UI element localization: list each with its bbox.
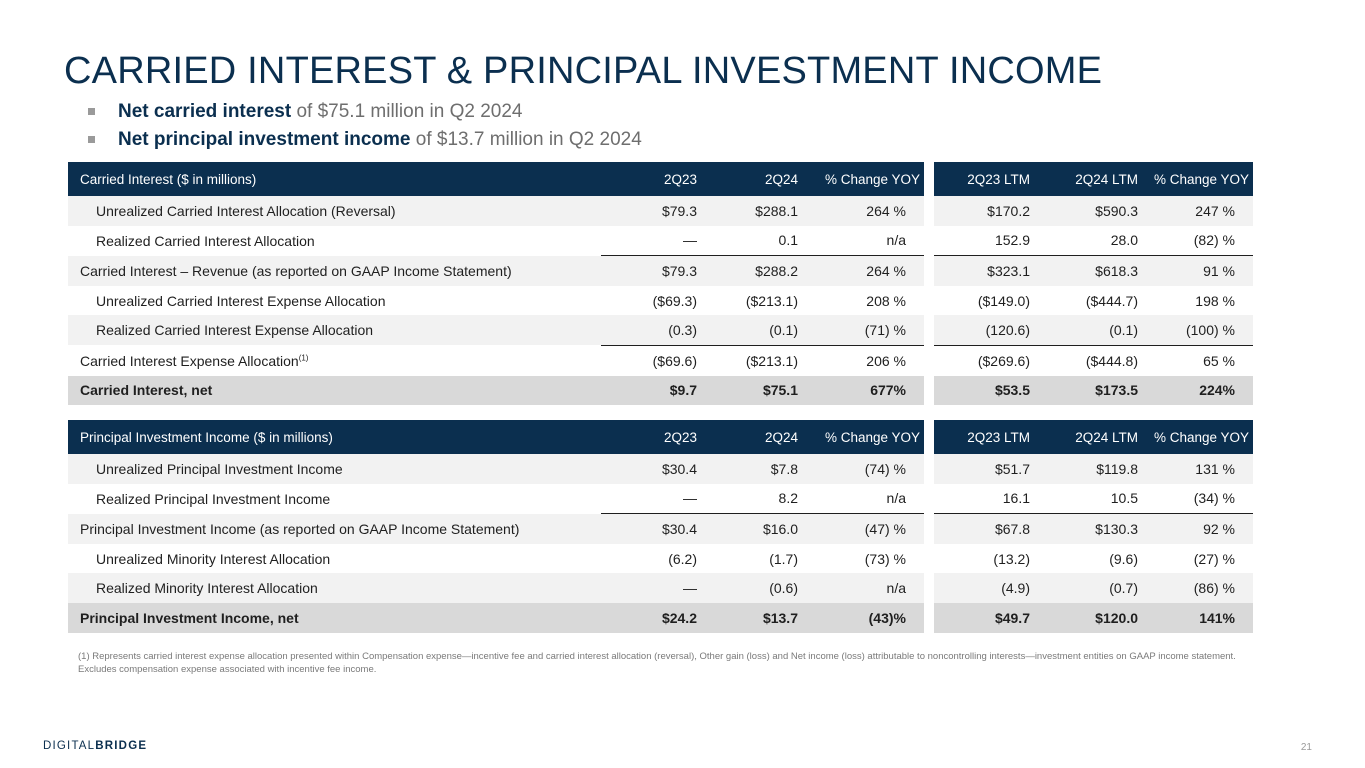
table-row-subtotal — [68, 345, 1253, 375]
cell-2q23: (0.3) — [601, 315, 701, 345]
cell-2q24: (0.1) — [701, 315, 802, 345]
cell-2q24-ltm: ($444.7) — [1085, 292, 1138, 309]
key-points-list — [88, 98, 642, 154]
table-row — [68, 573, 1253, 603]
table-header-label: Principal Investment Income ($ in millions) — [68, 420, 601, 454]
column-gap — [924, 162, 934, 196]
col-header-change-yoy-ltm: % Change YOY — [1142, 420, 1253, 454]
row-label: Unrealized Principal Investment Income — [68, 454, 601, 484]
column-gap — [924, 484, 934, 514]
cell-2q24: 0.1 — [778, 232, 798, 249]
footnote: (1) Represents carried interest expense allocation presented within Compensation expense—incentive fee and carried interest allocation (reversal), Other gain (loss) and Net income (loss) attributable to noncontrolling interests—investment entities on GAAP income statement. Excludes compensation expense associated with incentive fee income. — [78, 651, 1236, 675]
row-label: Unrealized Carried Interest Expense Allocation — [96, 292, 386, 309]
cell-change-yoy: n/a — [802, 573, 924, 603]
table-header-row — [68, 420, 1253, 454]
cell-2q24-ltm: $120.0 — [1034, 603, 1142, 633]
digitalbridge-logo — [43, 740, 147, 752]
column-gap — [924, 196, 934, 226]
cell-change-yoy-ltm: (27) % — [1193, 550, 1235, 567]
cell-2q23: $9.7 — [601, 376, 701, 406]
cell-change-yoy-ltm: (86) % — [1142, 573, 1253, 603]
cell-2q24: (1.7) — [769, 550, 798, 567]
cell-2q24: $288.2 — [701, 256, 802, 286]
row-label: Realized Minority Interest Allocation — [68, 573, 601, 603]
cell-change-yoy-ltm: (100) % — [1142, 315, 1253, 345]
cell-change-yoy: 208 % — [866, 292, 906, 309]
table-row — [68, 484, 1253, 514]
col-header-2q24-ltm: 2Q24 LTM — [1034, 420, 1142, 454]
cell-2q24: (0.6) — [701, 573, 802, 603]
cell-2q23-ltm: (13.2) — [993, 550, 1030, 567]
col-header-2q23: 2Q23 — [601, 420, 701, 454]
cell-2q23-ltm: $49.7 — [934, 603, 1034, 633]
cell-2q24: $7.8 — [701, 454, 802, 484]
table-row — [68, 544, 1253, 574]
table-row-subtotal — [68, 256, 1253, 286]
cell-2q24-ltm: (9.6) — [1109, 550, 1138, 567]
logo-part-1: DIGITAL — [43, 740, 96, 752]
column-gap — [924, 226, 934, 256]
cell-change-yoy-ltm: 92 % — [1142, 514, 1253, 544]
cell-2q24: ($213.1) — [745, 292, 798, 309]
column-gap — [924, 544, 934, 574]
cell-2q24: ($213.1) — [701, 345, 802, 375]
cell-2q23: — — [601, 573, 701, 603]
column-gap — [924, 420, 934, 454]
cell-2q24-ltm: $130.3 — [1034, 514, 1142, 544]
column-gap — [924, 603, 934, 633]
row-label: Principal Investment Income (as reported on GAAP Income Statement) — [68, 514, 601, 544]
cell-change-yoy: (47) % — [802, 514, 924, 544]
table-row-total — [68, 376, 1253, 406]
cell-2q23-ltm: (120.6) — [934, 315, 1034, 345]
cell-change-yoy: 206 % — [802, 345, 924, 375]
cell-change-yoy: (73) % — [864, 550, 906, 567]
table-row — [68, 196, 1253, 226]
table-row — [68, 454, 1253, 484]
cell-change-yoy-ltm: 247 % — [1142, 196, 1253, 226]
cell-change-yoy: (43)% — [802, 603, 924, 633]
row-label: Realized Carried Interest Expense Allocation — [68, 315, 601, 345]
cell-2q24: $13.7 — [701, 603, 802, 633]
key-point-bold: Net carried interest — [118, 101, 292, 122]
cell-2q23-ltm: $51.7 — [934, 454, 1034, 484]
row-label: Unrealized Minority Interest Allocation — [96, 550, 331, 567]
row-label-text: Carried Interest Expense Allocation — [80, 352, 299, 369]
key-point-text: of $75.1 million in Q2 2024 — [291, 101, 523, 122]
footnote-marker: (1) — [298, 352, 309, 362]
column-gap — [924, 256, 934, 286]
square-bullet-icon — [88, 136, 95, 143]
column-gap — [924, 454, 934, 484]
cell-change-yoy: 264 % — [802, 196, 924, 226]
cell-2q24: 8.2 — [778, 490, 798, 507]
cell-2q23: $79.3 — [601, 196, 701, 226]
cell-2q23-ltm: (4.9) — [934, 573, 1034, 603]
cell-2q23: ($69.6) — [601, 345, 701, 375]
square-bullet-icon — [88, 108, 95, 115]
cell-2q23: — — [683, 490, 697, 507]
col-header-2q24: 2Q24 — [701, 420, 802, 454]
cell-2q23: ($69.3) — [652, 292, 697, 309]
row-label: Principal Investment Income, net — [68, 603, 601, 633]
col-header-2q23-ltm: 2Q23 LTM — [934, 162, 1034, 196]
cell-2q23-ltm: $170.2 — [934, 196, 1034, 226]
col-header-2q24: 2Q24 — [701, 162, 802, 196]
cell-change-yoy-ltm: 141% — [1142, 603, 1253, 633]
col-header-change-yoy-ltm: % Change YOY — [1142, 162, 1253, 196]
key-point-carried-interest — [88, 98, 642, 126]
cell-2q23-ltm: ($149.0) — [977, 292, 1030, 309]
page-number: 21 — [1300, 742, 1312, 753]
cell-change-yoy-ltm: 131 % — [1142, 454, 1253, 484]
col-header-change-yoy: % Change YOY — [802, 162, 924, 196]
cell-2q24-ltm: (0.7) — [1034, 573, 1142, 603]
row-label: Realized Principal Investment Income — [96, 490, 331, 507]
cell-2q24: $288.1 — [701, 196, 802, 226]
cell-2q23-ltm: ($269.6) — [934, 345, 1034, 375]
cell-2q24-ltm: (0.1) — [1034, 315, 1142, 345]
table-row — [68, 286, 1253, 316]
cell-change-yoy: (74) % — [802, 454, 924, 484]
cell-2q23-ltm: $67.8 — [934, 514, 1034, 544]
cell-2q23: $30.4 — [601, 454, 701, 484]
cell-2q24-ltm: $590.3 — [1034, 196, 1142, 226]
table-header-label: Carried Interest ($ in millions) — [68, 162, 601, 196]
key-point-principal-investment — [88, 126, 642, 154]
key-point-text: of $13.7 million in Q2 2024 — [410, 129, 642, 150]
cell-2q24-ltm: ($444.8) — [1034, 345, 1142, 375]
table-row — [68, 226, 1253, 256]
page-title: CARRIED INTEREST & PRINCIPAL INVESTMENT INCOME — [64, 50, 1103, 92]
cell-change-yoy: n/a — [886, 232, 906, 249]
cell-change-yoy: 264 % — [802, 256, 924, 286]
cell-2q23-ltm: $323.1 — [934, 256, 1034, 286]
cell-2q24-ltm: $119.8 — [1034, 454, 1142, 484]
carried-interest-table — [68, 162, 1253, 405]
table-row — [68, 315, 1253, 345]
cell-2q23-ltm: 152.9 — [994, 232, 1030, 249]
principal-investment-income-table — [68, 420, 1253, 633]
cell-change-yoy: n/a — [886, 490, 906, 507]
cell-2q24-ltm: 28.0 — [1110, 232, 1138, 249]
row-label: Unrealized Carried Interest Allocation (Reversal) — [68, 196, 601, 226]
row-label: Carried Interest – Revenue (as reported on GAAP Income Statement) — [68, 256, 601, 286]
cell-change-yoy-ltm: 198 % — [1195, 292, 1235, 309]
cell-2q23: $24.2 — [601, 603, 701, 633]
row-label: Realized Carried Interest Allocation — [96, 232, 315, 249]
logo-part-2: BRIDGE — [95, 740, 148, 752]
column-gap — [924, 573, 934, 603]
cell-change-yoy: 677% — [802, 376, 924, 406]
cell-2q23-ltm: 16.1 — [1002, 490, 1030, 507]
cell-2q23: $30.4 — [601, 514, 701, 544]
cell-change-yoy-ltm: 65 % — [1142, 345, 1253, 375]
table-header-row — [68, 162, 1253, 196]
cell-change-yoy: (71) % — [802, 315, 924, 345]
column-gap — [924, 345, 934, 375]
key-point-bold: Net principal investment income — [118, 129, 411, 150]
col-header-change-yoy: % Change YOY — [802, 420, 924, 454]
cell-2q24: $16.0 — [701, 514, 802, 544]
cell-2q23: (6.2) — [668, 550, 697, 567]
column-gap — [924, 514, 934, 544]
cell-2q23: $79.3 — [601, 256, 701, 286]
table-row-total — [68, 603, 1253, 633]
table-row-subtotal — [68, 514, 1253, 544]
cell-2q24: $75.1 — [701, 376, 802, 406]
cell-change-yoy-ltm: (34) % — [1193, 490, 1235, 507]
cell-2q24-ltm: $618.3 — [1034, 256, 1142, 286]
row-label — [68, 345, 601, 375]
column-gap — [924, 315, 934, 345]
row-label: Carried Interest, net — [68, 376, 601, 406]
cell-change-yoy-ltm: 91 % — [1142, 256, 1253, 286]
cell-2q24-ltm: 10.5 — [1110, 490, 1138, 507]
column-gap — [924, 286, 934, 316]
col-header-2q24-ltm: 2Q24 LTM — [1034, 162, 1142, 196]
column-gap — [924, 376, 934, 406]
cell-2q23: — — [683, 232, 697, 249]
cell-change-yoy-ltm: (82) % — [1193, 232, 1235, 249]
cell-2q23-ltm: $53.5 — [934, 376, 1034, 406]
cell-2q24-ltm: $173.5 — [1034, 376, 1142, 406]
col-header-2q23-ltm: 2Q23 LTM — [934, 420, 1034, 454]
cell-change-yoy-ltm: 224% — [1142, 376, 1253, 406]
col-header-2q23: 2Q23 — [601, 162, 701, 196]
